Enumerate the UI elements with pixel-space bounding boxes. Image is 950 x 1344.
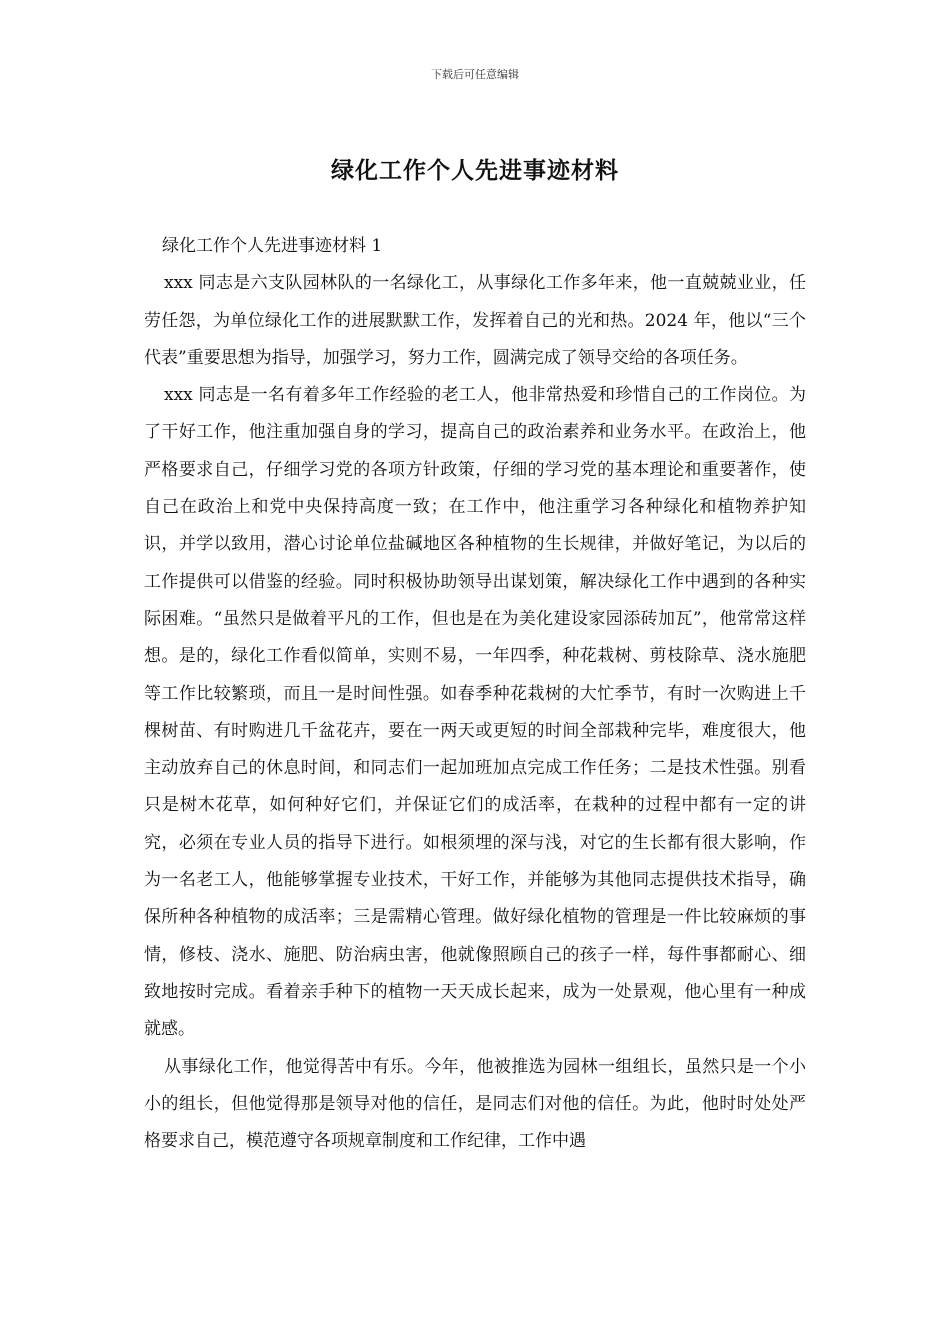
paragraph-1: xxx 同志是六支队园林队的一名绿化工，从事绿化工作多年来，他一直兢兢业业，任劳任怨，为单位绿化工作的进展默默工作，发挥着自己的光和热。2024 年，他以“三个代表”重要思想为指导，加强学习，努力工作，圆满完成了领导交给的各项任务。 [144,273,806,368]
paragraph-3: 从事绿化工作，他觉得苦中有乐。今年，他被推选为园林一组组长，虽然只是一个小小的组长，但他觉得那是领导对他的信任，是同志们对他的信任。为此，他时时处处严格要求自己，模范遵守各项规章制度和工作纪律，工作中遇 [144,1056,806,1152]
paragraph-2: xxx 同志是一名有着多年工作经验的老工人，他非常热爱和珍惜自己的工作岗位。为了干好工作，他注重加强自身的学习，提高自己的政治素养和业务水平。在政治上，他严格要求自己，仔细学习党的各项方针政策，仔细的学习党的基本理论和重要著作，使自己在政治上和党中央保持高度一致；在工作中，他注重学习各种绿化和植物养护知识，并学以致用，潜心讨论单位盐碱地区各种植物的生长规律，并做好笔记，为以后的工作提供可以借鉴的经验。同时积极协助领导出谋划策，解决绿化工作中遇到的各种实际困难。“虽然只是做着平凡的工作，但也是在为美化建设家园添砖加瓦”，他常常这样想。是的，绿化工作看似简单，实则不易，一年四季，种花栽树、剪枝除草、浇水施肥等工作比较繁琐，而且一是时间性强。如春季种花栽树的大忙季节，有时一次购进上千棵树苗、有时购进几千盆花卉，要在一两天或更短的时间全部栽种完毕，难度很大，他主动放弃自己的休息时间，和同志们一起加班加点完成工作任务；二是技术性强。别看只是树木花草，如何种好它们，并保证它们的成活率，在栽种的过程中都有一定的讲究，必须在专业人员的指导下进行。如根须埋的深与浅，对它的生长都有很大影响，作为一名老工人，他能够掌握专业技术，干好工作，并能够为其他同志提供技术指导，确保所种各种植物的成活率；三是需精心管理。做好绿化植物的管理是一件比较麻烦的事情，修枝、浇水、施肥、防治病虫害，他就像照顾自己的孩子一样，每件事都耐心、细致地按时完成。看着亲手种下的植物一天天成长起来，成为一处景观，他心里有一种成就感。 [144,385,806,1040]
document-title: 绿化工作个人先进事迹材料 [331,157,619,184]
section-subheading: 绿化工作个人先进事迹材料 1 [162,236,383,256]
header-note: 下载后可任意编辑 [431,68,519,81]
document-body [144,228,806,1160]
